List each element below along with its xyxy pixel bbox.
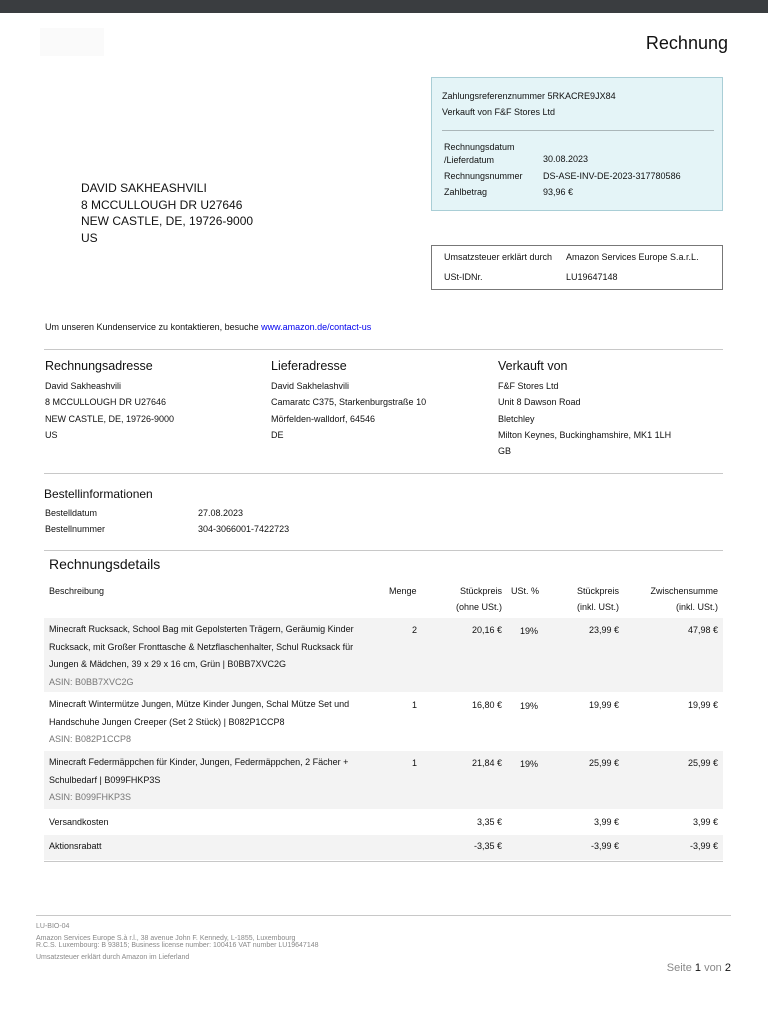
item-unit-gross: 25,99 € bbox=[588, 758, 619, 768]
item-description: Minecraft Wintermütze Jungen, Mütze Kinder Jungen, Schal Mütze Set und Handschuhe Jungen Creeper (Set 2 Stück) | B082P1CCP8 ASIN: B082P1CCP8 bbox=[49, 696, 384, 749]
footer-divider bbox=[36, 915, 731, 916]
item-unit-net: 21,84 € bbox=[471, 758, 502, 768]
invoice-number: DS-ASE-INV-DE-2023-317780586 bbox=[543, 171, 681, 181]
col-description: Beschreibung bbox=[49, 586, 105, 596]
divider bbox=[44, 550, 723, 551]
item-description: Minecraft Federmäppchen für Kinder, Jungen, Federmäppchen, 2 Fächer + Schulbedarf | B099FHKP3S ASIN: B099FHKP3S bbox=[49, 754, 384, 807]
item-unit-net: 20,16 € bbox=[471, 625, 502, 635]
footer-code: LU-BIO-04 bbox=[36, 923, 70, 930]
current-page: 1 bbox=[694, 962, 701, 974]
col-unit-net: Stückpreis (ohne USt.) bbox=[455, 586, 502, 612]
recipient-name: DAVID SAKHEASHVILI bbox=[81, 181, 207, 195]
order-number: 304-3066001-7422723 bbox=[198, 524, 290, 534]
item-asin: ASIN: B0BB7XVC2G bbox=[49, 676, 134, 687]
item-quantity: 1 bbox=[412, 700, 418, 710]
shipping-address: Lieferadresse David Sakhelashvili Camaratc C375, Starkenburgstraße 10 Mörfelden-walldorf, 64546 DE bbox=[271, 359, 427, 440]
table-row bbox=[44, 835, 723, 860]
vat-id: LU19647148 bbox=[566, 272, 618, 282]
page-indicator: Seite 1 von 2 bbox=[666, 962, 731, 974]
item-unit-gross: 23,99 € bbox=[588, 625, 619, 635]
shipping-title: Lieferadresse bbox=[271, 359, 347, 373]
discount-subtotal: -3,99 € bbox=[689, 841, 718, 851]
payment-reference-box bbox=[431, 77, 723, 211]
discount-label: Aktionsrabatt bbox=[49, 841, 102, 851]
footer-address: Amazon Services Europe S.à r.l., 38 avenue John F. Kennedy, L-1855, Luxembourg bbox=[36, 935, 296, 942]
divider bbox=[44, 349, 723, 350]
order-number-label: Bestellnummer bbox=[45, 524, 106, 534]
invoice-date: 30.08.2023 bbox=[543, 154, 589, 164]
amount-due: 93,96 € bbox=[543, 187, 574, 197]
details-title: Rechnungsdetails bbox=[49, 556, 161, 572]
footer-registry: R.C.S. Luxembourg: B 93815; Business license number: 100416 VAT number LU19647148 bbox=[36, 942, 319, 949]
vat-declared-by: Amazon Services Europe S.a.r.L. bbox=[566, 252, 699, 262]
contact-link[interactable]: www.amazon.de/contact-us bbox=[261, 322, 372, 332]
billing-title: Rechnungsadresse bbox=[45, 359, 153, 373]
order-date: 27.08.2023 bbox=[198, 508, 244, 518]
total-pages: 2 bbox=[724, 962, 731, 974]
col-vat: USt. % bbox=[511, 586, 540, 596]
payref-divider bbox=[442, 130, 714, 131]
item-description: Minecraft Rucksack, School Bag mit Gepolsterten Trägern, Geräumig Kinder Rucksack, mit Großer Fronttasche & Netzflaschenhalter, Schul Rucksack für Jungen & Mädchen, 39 x 29 x 16 cm, Grün | B0BB7XVC2G ASIN: B0BB7XVC2G bbox=[49, 621, 384, 691]
recipient-street: 8 MCCULLOUGH DR U27646 bbox=[81, 197, 243, 212]
recipient-address bbox=[81, 180, 253, 246]
invoice-number-label: Rechnungsnummer bbox=[444, 171, 523, 181]
recipient-country: US bbox=[81, 230, 98, 245]
payment-reference: Zahlungsreferenznummer 5RKACRE9JX84 bbox=[442, 91, 616, 101]
item-subtotal: 47,98 € bbox=[687, 625, 718, 635]
top-bar bbox=[0, 0, 768, 13]
amount-label: Zahlbetrag bbox=[444, 187, 488, 197]
order-date-label: Bestelldatum bbox=[45, 508, 98, 518]
item-asin: ASIN: B099FHKP3S bbox=[49, 792, 132, 802]
item-asin: ASIN: B082P1CCP8 bbox=[49, 734, 132, 744]
col-unit-gross: Stückpreis (inkl. USt.) bbox=[576, 586, 619, 612]
vat-box bbox=[431, 245, 723, 290]
vat-id-label: USt-IDNr. bbox=[444, 272, 483, 282]
discount-unit-net: -3,35 € bbox=[473, 841, 502, 851]
item-vat: 19% bbox=[520, 759, 539, 769]
shipping-subtotal: 3,99 € bbox=[692, 817, 718, 827]
invoice-date-label: Rechnungsdatum /Lieferdatum bbox=[444, 142, 515, 165]
divider bbox=[44, 473, 723, 474]
billing-address: Rechnungsadresse David Sakheashvili 8 MCCULLOUGH DR U27646 NEW CASTLE, DE, 19726-9000 US bbox=[45, 359, 175, 440]
item-subtotal: 19,99 € bbox=[687, 700, 718, 710]
item-quantity: 1 bbox=[412, 758, 418, 768]
seller-address: Verkauft von F&F Stores Ltd Unit 8 Dawson Road Bletchley Milton Keynes, Buckinghamshire, MK1 1LH GB bbox=[498, 359, 672, 457]
table-bottom-rule bbox=[44, 861, 723, 862]
contact-line: Um unseren Kundenservice zu kontaktieren, besuche www.amazon.de/contact-us bbox=[45, 322, 372, 332]
shipping-label: Versandkosten bbox=[49, 817, 109, 827]
item-quantity: 2 bbox=[412, 625, 418, 635]
footer-vat-note: Umsatzsteuer erklärt durch Amazon im Lieferland bbox=[36, 954, 190, 961]
recipient-city: NEW CASTLE, DE, 19726-9000 bbox=[81, 214, 254, 228]
discount-unit-gross: -3,99 € bbox=[590, 841, 619, 851]
shipping-unit-gross: 3,99 € bbox=[593, 817, 619, 827]
item-vat: 19% bbox=[520, 701, 539, 711]
col-subtotal: Zwischensumme (inkl. USt.) bbox=[650, 586, 718, 612]
item-vat: 19% bbox=[520, 626, 539, 636]
sold-by-line: Verkauft von F&F Stores Ltd bbox=[442, 107, 556, 117]
seller-title: Verkauft von bbox=[498, 359, 568, 373]
item-unit-gross: 19,99 € bbox=[588, 700, 619, 710]
item-subtotal: 25,99 € bbox=[687, 758, 718, 768]
shipping-unit-net: 3,35 € bbox=[476, 817, 502, 827]
vat-declared-label: Umsatzsteuer erklärt durch bbox=[444, 252, 553, 262]
item-unit-net: 16,80 € bbox=[471, 700, 502, 710]
col-quantity: Menge bbox=[389, 586, 417, 596]
logo-placeholder bbox=[40, 28, 104, 56]
order-info-title: Bestellinformationen bbox=[44, 487, 153, 501]
document-title: Rechnung bbox=[645, 33, 728, 53]
